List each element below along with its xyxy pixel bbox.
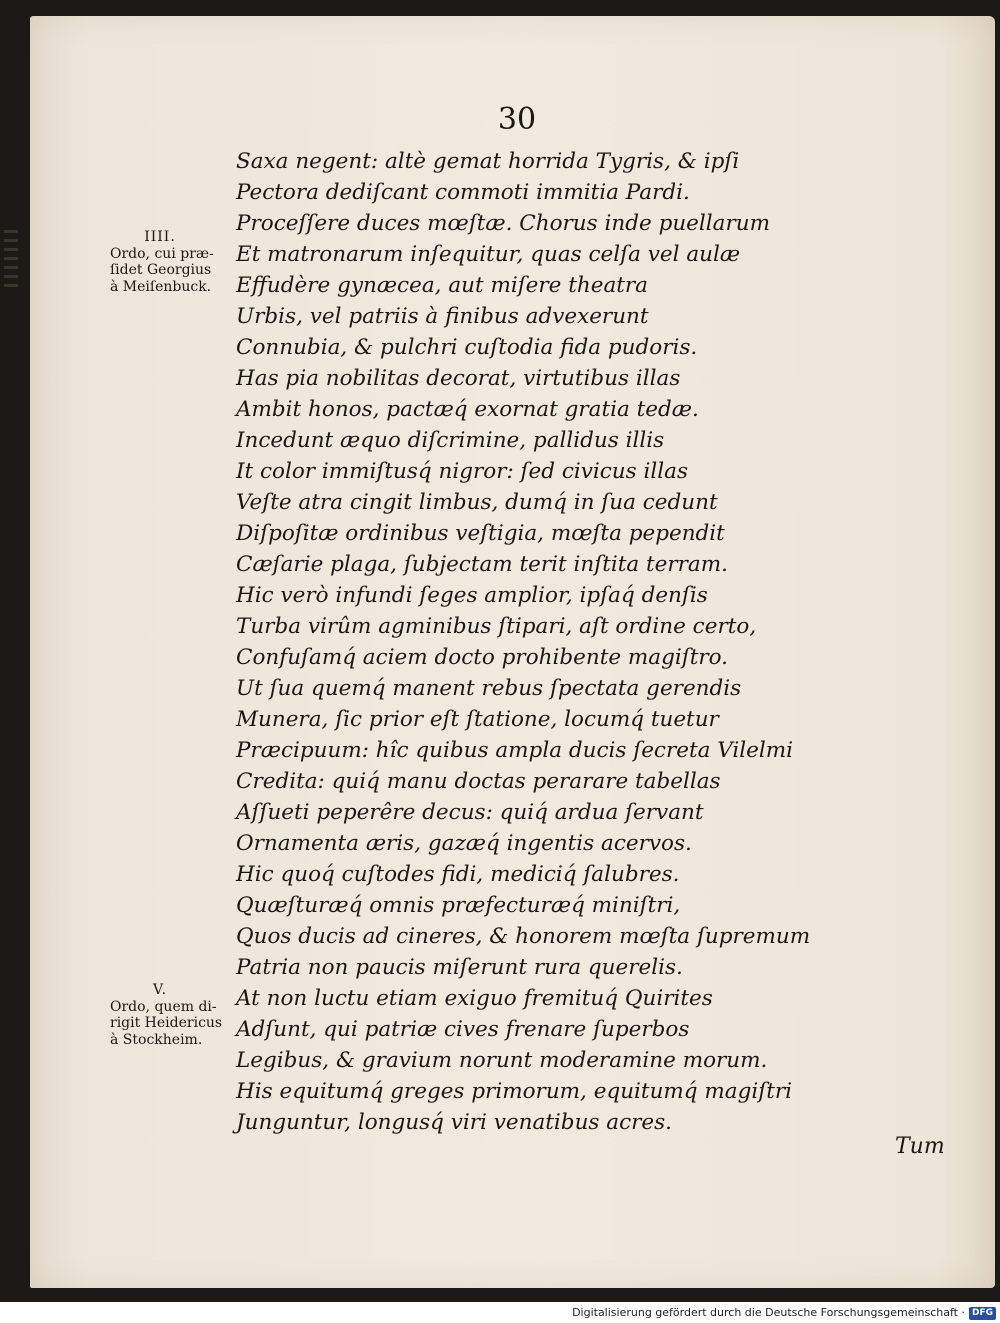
verse-line: Saxa negent: altè gemat horrida Tygris, & ipſi (236, 149, 740, 174)
marginal-line: ſidet Georgius (110, 262, 212, 278)
marginal-numeral: IIII. (144, 229, 176, 245)
verse-line: Has pia nobilitas decorat, virtutibus illas (236, 366, 681, 391)
marginal-line: Ordo, quem di- (110, 998, 217, 1015)
marginal-line: Ordo, cui præ- (110, 245, 214, 262)
verse-line: At non luctu etiam exiguo fremituq́ Quirites (236, 986, 713, 1011)
verse-line: Ut ſua quemq́ manent rebus ſpectata gerendis (236, 676, 742, 701)
verse-line: His equitumq́ greges primorum, equitumq́ magiſtri (236, 1079, 792, 1104)
verse-line: Junguntur, longusq́ viri venatibus acres. (236, 1110, 673, 1135)
marginal-line: à Meiſenbuck. (110, 278, 212, 295)
verse-line: Adſunt, qui patriæ cives frenare ſuperbos (236, 1017, 690, 1042)
verse-line: Præcipuum: hîc quibus ampla ducis ſecreta Vilelmi (236, 738, 794, 763)
binding-edge-marks (4, 230, 18, 290)
marginal-note-ordo-v (110, 982, 230, 1048)
marginal-line: à Stockheim. (110, 1031, 203, 1048)
verse-line: Ambit honos, pactæq́ exornat gratia tedæ. (236, 397, 699, 422)
marginal-line: rigit Heidericus (110, 1015, 223, 1031)
verse-line: Quos ducis ad cineres, & honorem mœſta ſupremum (236, 924, 811, 949)
verse-line: It color immiſtusq́ nigror: ſed civicus illas (236, 459, 689, 484)
verse-line: Urbis, vel patriis à finibus advexerunt (236, 304, 649, 329)
verse-line: Turba virûm agminibus ſtipari, aſt ordine certo, (236, 614, 757, 639)
verse-line: Effudère gynæcea, aut miſere theatra (236, 273, 648, 298)
verse-line: Munera, ſic prior eſt ſtatione, locumq́ tuetur (236, 707, 719, 732)
verse-line: Legibus, & gravium norunt moderamine morum. (236, 1048, 768, 1073)
page-number: 30 (497, 102, 537, 137)
dfg-logo: DFG (969, 1307, 996, 1320)
verse-line: Aſſueti peperêre decus: quiq́ ardua ſervant (236, 800, 704, 825)
verse-line: Et matronarum inſequitur, quas celſa vel aulæ (236, 242, 741, 267)
credit-text: Digitalisierung gefördert durch die Deutsche Forschungsgemeinschaft · (572, 1306, 965, 1319)
verse-line: Hic quoq́ cuſtodes fidi, mediciq́ ſalubres. (236, 862, 680, 887)
verse-line: Ornamenta æris, gazæq́ ingentis acervos. (236, 831, 692, 856)
verse-line: Credita: quiq́ manu doctas perarare tabellas (236, 769, 721, 794)
verse-line: Diſpoſitæ ordinibus veſtigia, mœſta pependit (236, 521, 725, 546)
verse-line: Quæſturæq́ omnis præfecturæq́ miniſtri, (236, 893, 681, 918)
catchword: Tum (895, 1134, 945, 1159)
marginal-note-ordo-iiii (110, 229, 230, 295)
verse-line: Pectora dediſcant commoti immitia Pardi. (236, 180, 690, 205)
digitization-credit (0, 1302, 996, 1323)
verse-text (236, 146, 936, 1138)
verse-line: Proceſſere duces mœſtæ. Chorus inde puellarum (236, 211, 770, 236)
marginal-numeral: V. (152, 982, 168, 998)
verse-line: Confuſamq́ aciem docto prohibente magiſtro. (236, 645, 729, 670)
verse-line: Incedunt æquo diſcrimine, pallidus illis (236, 428, 665, 453)
verse-line: Hic verò infundi ſeges amplior, ipſaq́ denſis (236, 583, 708, 608)
verse-line: Patria non paucis miſerunt rura querelis. (236, 955, 683, 980)
verse-line: Cæſarie plaga, ſubjectam terit inſtita terram. (236, 552, 728, 577)
verse-line: Veſte atra cingit limbus, dumq́ in ſua cedunt (236, 490, 718, 515)
verse-line: Connubia, & pulchri cuſtodia fida pudoris. (236, 335, 698, 360)
